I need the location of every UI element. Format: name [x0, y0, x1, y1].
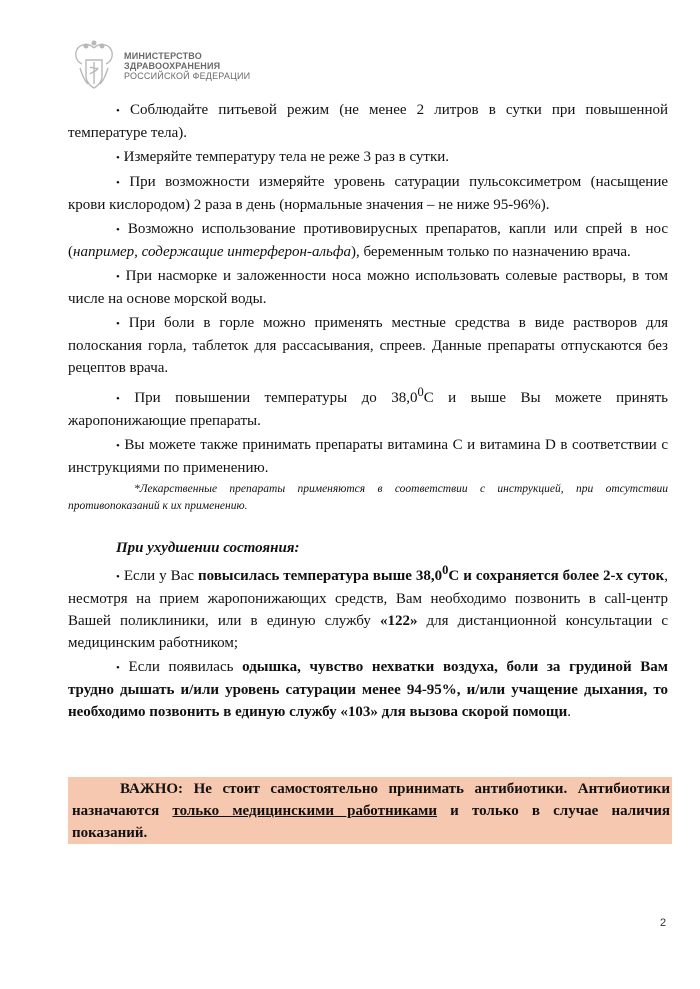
list-item-saturation — [68, 171, 668, 216]
item-text-bold: повысилась температура выше 38,0 — [197, 568, 443, 584]
item-text: Возможно использование противовирусных препаратов, капли или спрей в нос ( — [68, 221, 669, 260]
worsening-paragraph-2 — [68, 656, 668, 723]
degree-superscript: 0 — [442, 563, 449, 577]
ministry-line-1: МИНИСТЕРСТВО — [124, 51, 202, 61]
item-text: При возможности измеряйте уровень сатурации пульсоксиметром (насыщение крови кислородом) 2 раза в день (нормальные значения – не ниже 95-96%). — [68, 174, 668, 213]
bullet: • — [116, 318, 120, 330]
list-item-drink — [68, 99, 668, 144]
list-item-antiviral — [68, 218, 668, 263]
bullet: • — [116, 152, 120, 164]
item-text: Соблюдайте питьевой режим (не менее 2 литров в сутки при повышенной температуре тела). — [68, 102, 668, 141]
ministry-line-2: ЗДРАВООХРАНЕНИЯ — [124, 61, 221, 71]
item-text: Если у Вас — [123, 568, 198, 584]
bullet: • — [116, 105, 120, 117]
warning-underlined-text: только медицинскими работниками — [172, 803, 438, 819]
item-text: Если появилась — [128, 659, 243, 675]
footnote: *Лекарственные препараты применяются в соответствии с инструкцией, при отсутствии противопоказаний к их применению. — [68, 483, 668, 512]
bullet: • — [116, 440, 120, 452]
worsening-paragraph-1 — [68, 559, 668, 654]
item-text: , несмотря на прием жаропонижающих средств, Вам необходимо позвонить в call-центр Вашей поликлиники, или в единую службу — [68, 568, 668, 629]
list-item-nose — [68, 265, 668, 310]
item-text: При насморке и заложенности носа можно использовать солевые растворы, в том числе на основе морской воды. — [68, 268, 669, 307]
item-text-bold: одышка, чувство нехватки воздуха, боли за грудиной Вам трудно дышать и/или уровень сатурации менее 94-95%, и/или учащение дыхания, то необходимо позвонить в единую службу «103» для вызова скорой помощи — [68, 659, 669, 720]
item-text: для дистанционной консультации с медицинским работником; — [68, 613, 668, 651]
phone-122: «122» — [379, 613, 418, 629]
item-text: ), беременным только по назначению врача. — [351, 244, 631, 260]
warning-text: ВАЖНО: Не стоит самостоятельно принимать антибиотики. Антибиотики назначаются — [72, 781, 670, 819]
item-text: Измеряйте температуру тела не реже 3 раз в сутки. — [123, 149, 450, 165]
bullet: • — [116, 224, 120, 236]
item-text: При боли в горле можно применять местные средства в виде растворов для полоскания горла, таблеток для рассасывания, спреев. Данные препараты отпускаются без рецептов врача. — [68, 315, 668, 376]
ministry-line-3: РОССИЙСКОЙ ФЕДЕРАЦИИ — [124, 71, 251, 81]
bullet: • — [116, 393, 120, 405]
list-item-temperature — [68, 146, 668, 169]
bullet: • — [116, 662, 120, 674]
ministry-header — [72, 40, 250, 92]
ministry-name — [124, 51, 250, 81]
list-item-fever — [68, 381, 668, 432]
degree-superscript: 0 — [417, 385, 424, 399]
bullet: • — [116, 177, 120, 189]
important-warning-box — [68, 777, 672, 844]
list-item-vitamins — [68, 434, 668, 479]
page-number: 2 — [660, 917, 667, 929]
warning-text: и только в случае наличия показаний. — [72, 803, 671, 841]
item-text: С и выше Вы можете принять жаропонижающие препараты. — [68, 390, 668, 429]
item-text: При повышении температуры до 38,0 — [134, 390, 418, 406]
bullet: • — [116, 571, 120, 583]
worsening-heading: При ухудшении состояния: — [116, 540, 300, 556]
item-text: . — [567, 704, 571, 720]
item-text: Вы можете также принимать препараты витамина С и витамина D в соответствии с инструкциями по применению. — [68, 437, 669, 476]
item-text-bold: С и сохраняется более 2-х суток — [448, 568, 665, 584]
item-text-italic: например, содержащие интерферон-альфа — [73, 244, 351, 260]
list-item-throat — [68, 312, 668, 379]
coat-of-arms-emblem-icon — [72, 40, 116, 92]
document-body — [68, 99, 668, 725]
bullet: • — [116, 271, 120, 283]
